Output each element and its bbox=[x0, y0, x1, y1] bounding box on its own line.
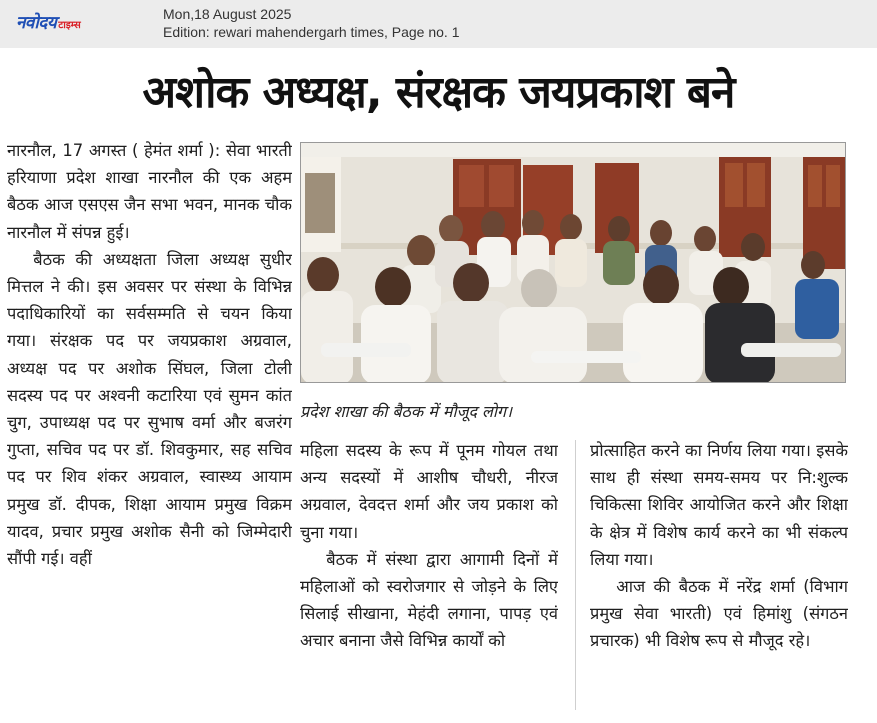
article-paragraph: आज की बैठक में नरेंद्र शर्मा (विभाग प्रमुख सेवा भारती) एवं हिमांशु (संगठन प्रचारक) भी विशेष रूप से मौजूद रहे। bbox=[590, 577, 848, 651]
logo-main-text: नवोदय bbox=[16, 13, 57, 33]
article-column-3 bbox=[590, 437, 848, 717]
article-headline: अशोक अध्यक्ष, संरक्षक जयप्रकाश बने bbox=[142, 67, 735, 118]
article-column-2 bbox=[300, 437, 558, 717]
article-paragraph: नारनौल, 17 अगस्त ( हेमंत शर्मा ): सेवा भारती हरियाणा प्रदेश शाखा नारनौल की एक अहम बैठक आज एसएस जैन सभा भवन, मानक चौक नारनौल में संपन्न हुई। bbox=[7, 141, 292, 242]
meeting-photo-illustration bbox=[301, 143, 846, 383]
edition-meta bbox=[163, 5, 460, 41]
article-paragraph: बैठक की अध्यक्षता जिला अध्यक्ष सुधीर मित्तल ने की। इस अवसर पर संस्था के विभिन्न पदाधिकारियों का सर्वसम्मति से चयन किया गया। संरक्षक पद पर जयप्रकाश अग्रवाल, अध्यक्ष पद पर अशोक सिंघल, जिला टोली सदस्य पद पर अश्वनी कटारिया एवं सुमन कांत चुग, उपाध्यक्ष पद पर सुभाष वर्मा और बजरंग गुप्ता, सचिव पद पर डॉ. शिवकुमार, सह सचिव पद पर शिव शंकर अग्रवाल, स्वास्थ्य आयाम प्रमुख डॉ. दीपक, शिक्षा आयाम प्रमुख विक्रम यादव, प्रचार प्रमुख अशोक सैनी को जिम्मेदारी सौंपी गई। वहीं bbox=[7, 249, 292, 569]
column-divider bbox=[575, 440, 576, 710]
edition-info: Edition: rewari mahendergarh times, Page no. 1 bbox=[163, 24, 460, 40]
masthead-bar bbox=[0, 0, 877, 48]
photo-caption: प्रदेश शाखा की बैठक में मौजूद लोग। bbox=[300, 402, 513, 421]
newspaper-logo[interactable] bbox=[16, 10, 81, 36]
logo-sub-text: टाइम्स bbox=[58, 20, 81, 31]
meeting-photo bbox=[300, 142, 846, 383]
article-paragraph: महिला सदस्य के रूप में पूनम गोयल तथा अन्य सदस्यों में आशीष चौधरी, नीरज अग्रवाल, देवदत्त शर्मा और जय प्रकाश को चुना गया। bbox=[300, 441, 558, 542]
article-paragraph: प्रोत्साहित करने का निर्णय लिया गया। इसके साथ ही संस्था समय-समय पर नि:शुल्क चिकित्सा शिविर आयोजित करने और शिक्षा के क्षेत्र में विशेष कार्य करने का भी संकल्प लिया गया। bbox=[590, 441, 848, 569]
article-column-1 bbox=[7, 137, 292, 717]
article-paragraph: बैठक में संस्था द्वारा आगामी दिनों में महिलाओं को स्वरोजगार से जोड़ने के लिए सिलाई सीखाना, मेहंदी लगाना, पापड़ एवं अचार बनाना जैसे विभिन्न कार्यों को bbox=[300, 549, 558, 651]
issue-date: Mon,18 August 2025 bbox=[163, 6, 292, 22]
